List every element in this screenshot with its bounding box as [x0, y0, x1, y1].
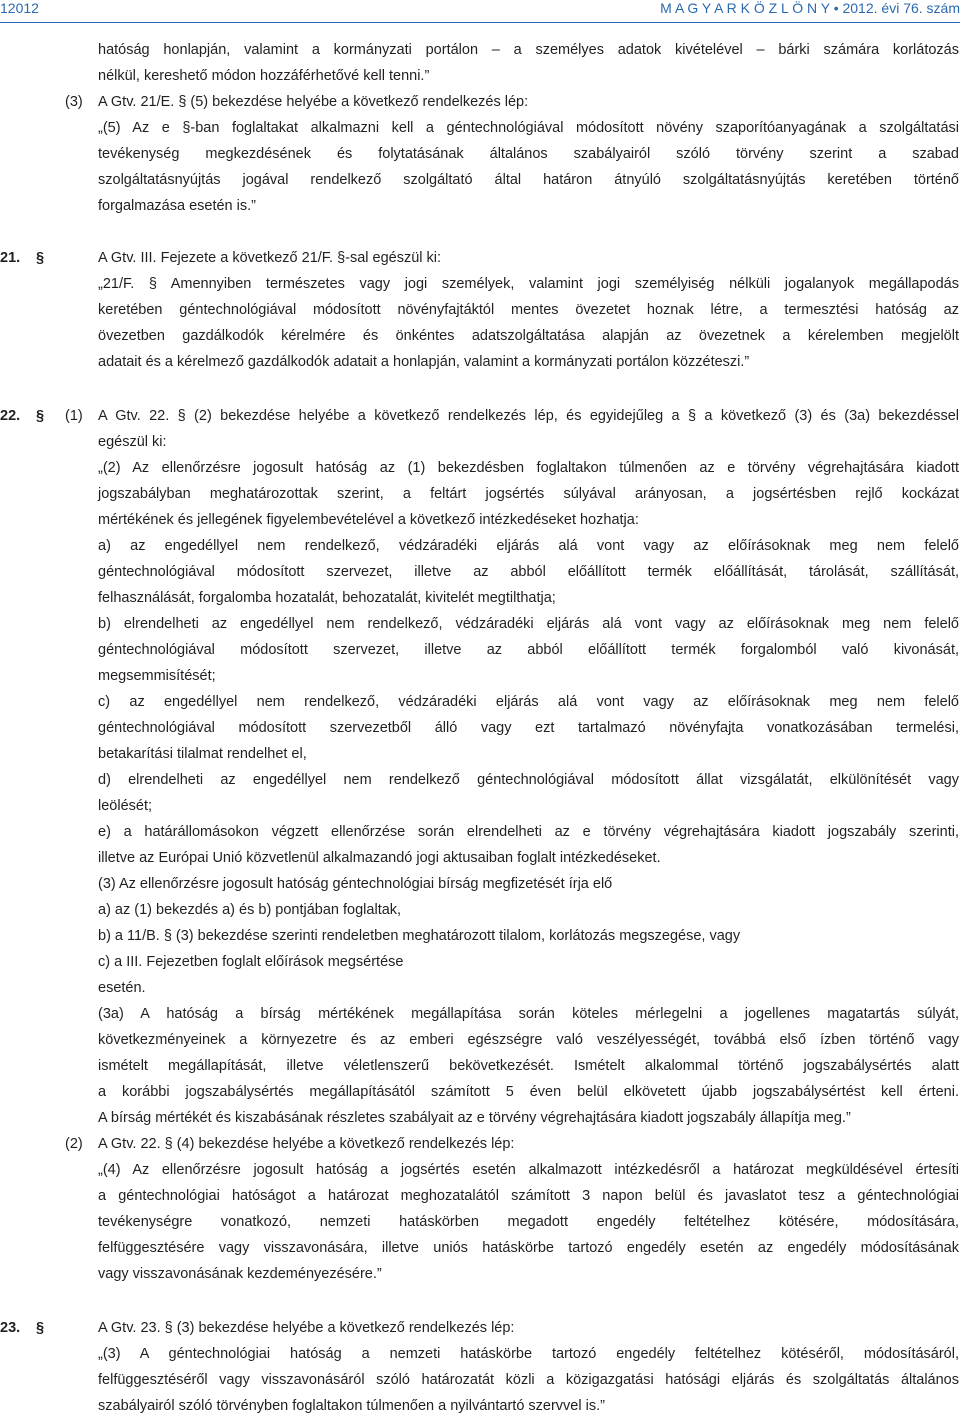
section-number: 22. [0, 408, 21, 424]
text-line: keretében géntechnológiával módosított növényfajtáktól mentes övezetet hoznak létre, a termesztési hatóság az [98, 302, 959, 318]
text-line: a géntechnológiai hatóságot a határozat meghozatalától számított 3 napon belül és javaslatot tesz a géntechnológiai [98, 1188, 959, 1204]
text-line: egészül ki: [98, 434, 167, 450]
text-line: vagy visszavonásának kezdeményezésére.” [98, 1266, 382, 1282]
text-line: „(2) Az ellenőrzésre jogosult hatóság az (1) bekezdésben foglaltakon túlmenően az e törvény végrehajtására kiadott [98, 460, 959, 476]
section-sign: § [36, 1320, 45, 1336]
text-line: b) elrendelheti az engedéllyel nem rendelkező, védzáradéki eljárás alá vont vagy az előírásoknak meg nem felelő [98, 616, 959, 632]
text-line: A Gtv. 22. § (2) bekezdése helyébe a következő rendelkezés lép, és egyidejűleg a § a következő (3) és (3a) bekezdéssel [98, 408, 959, 424]
text-line: tevékenység megkezdésének és folytatásának általános szabályairól szóló törvény szerint a szabad [98, 146, 959, 162]
text-line: mértékének és jellegének figyelembevételével a következő intézkedéseket hozhatja: [98, 512, 639, 528]
text-line: e) a határállomásokon végzett ellenőrzése során elrendelheti az e törvény végrehajtására kiadott jogszabály szerinti, [98, 824, 959, 840]
text-line: b) a 11/B. § (3) bekezdése szerinti rendeletben meghatározott tilalom, korlátozás megszegése, vagy [98, 928, 741, 944]
text-line: a) az (1) bekezdés a) és b) pontjában foglaltak, [98, 902, 402, 918]
text-line: a korábbi jogszabálysértés megállapításától számított 5 éven belül elkövetett újabb jogszabálysértést kell érteni. [98, 1084, 959, 1100]
text-line: géntechnológiával módosított szervezet, illetve az abból előállított termék forgalomból való kivonását, [98, 642, 959, 658]
text-line: esetén. [98, 980, 146, 996]
text-line: d) elrendelheti az engedéllyel nem rendelkező géntechnológiával módosított állat vizsgálatát, elkülönítését vagy [98, 772, 959, 788]
text-line: hatóság honlapján, valamint a kormányzati portálon – a személyes adatok kivételével – bárki számára korlátozás [98, 42, 959, 58]
text-line: betakarítási tilalmat rendelhet el, [98, 746, 307, 762]
text-line: nélkül, kereshető módon hozzáférhetővé kell tenni.” [98, 68, 430, 84]
text-line: megsemmisítését; [98, 668, 216, 684]
text-line: c) az engedéllyel nem rendelkező, védzáradéki eljárás alá vont vagy az előírásoknak meg nem felelő [98, 694, 959, 710]
text-line: felhasználását, forgalomba hozatalát, behozatalát, kivitelét megtilthatja; [98, 590, 556, 606]
text-line: (3) Az ellenőrzésre jogosult hatóság géntechnológiai bírság megfizetését írja elő [98, 876, 613, 892]
text-line: „21/F. § Amennyiben természetes vagy jogi személyek, valamint jogi személyiség nélküli jogalanyok megállapodás [98, 276, 959, 292]
text-line: A Gtv. 21/E. § (5) bekezdése helyébe a következő rendelkezés lép: [98, 94, 529, 110]
text-line: forgalmazása esetén is.” [98, 198, 256, 214]
text-line: illetve az Európai Unió közvetlenül alkalmazandó jogi aktusaiban foglalt intézkedéseket. [98, 850, 661, 866]
publication-title: M A G Y A R K Ö Z L Ö N Y • 2012. évi 76. szám [660, 0, 960, 16]
text-line: övezetben gazdálkodók kérelmére és önkéntes adatszolgáltatása alapján az övezetnek a kérelemben megjelölt [98, 328, 959, 344]
text-line: tevékenységre vonatkozó, nemzeti hatáskörben megadott engedély feltételhez kötésére, módosítására, [98, 1214, 959, 1230]
text-line: c) a III. Fejezetben foglalt előírások megsértése [98, 954, 404, 970]
text-line: felfüggesztéséről vagy visszavonásáról szóló határozatát közli a közigazgatási hatósági eljárás és szolgáltatás általános [98, 1372, 959, 1388]
text-line: ismételt megállapítását, illetve véletlenszerű bekövetkezését. Ismételt alkalommal történő jogszabálysértés alatt [98, 1058, 959, 1074]
text-line: adatait és a kérelmező gazdálkodók adatait a honlapján, valamint a kormányzati portálon közzéteszi.” [98, 354, 750, 370]
text-line: „(4) Az ellenőrzésre jogosult hatóság a jogsértés esetén alkalmazott intézkedésről a határozat megküldésével értesíti [98, 1162, 959, 1178]
subsection-label: (1) [65, 408, 83, 424]
text-line: A Gtv. III. Fejezete a következő 21/F. §-sal egészül ki: [98, 250, 442, 266]
section-number: 21. [0, 250, 21, 266]
section-sign: § [36, 408, 45, 424]
text-line: „(5) Az e §-ban foglaltakat alkalmazni kell a géntechnológiával módosított növény szaporítóanyagának a szolgáltatási [98, 120, 959, 136]
header-rule [0, 22, 960, 23]
page-header [0, 0, 960, 20]
subsection-label: (2) [65, 1136, 83, 1152]
text-line: szolgáltatásnyújtás jogával rendelkező szolgáltató által határon átnyúló szolgáltatásnyújtás keretében történő [98, 172, 959, 188]
text-line: felfüggesztésére vagy visszavonására, illetve uniós hatáskörbe tartozó engedély esetén az engedély módosításának [98, 1240, 959, 1256]
section-number: 23. [0, 1320, 21, 1336]
text-line: leölését; [98, 798, 153, 814]
text-line: „(3) A géntechnológiai hatóság a nemzeti hatáskörbe tartozó engedély feltételhez kötéséről, módosításáról, [98, 1346, 959, 1362]
text-line: szabályairól szóló törvényben foglaltakon túlmenően a nyilvántartó szervvel is.” [98, 1398, 605, 1414]
text-line: következményeinek a környezetre és az emberi egészségre való veszélyességét, továbbá első ízben történő vagy [98, 1032, 959, 1048]
text-line: jogszabályban meghatározottak szerint, a feltárt jogsértés súlyával arányosan, a jogsértésben rejlő kockázat [98, 486, 959, 502]
page-number: 12012 [0, 0, 39, 16]
text-line: A Gtv. 22. § (4) bekezdése helyébe a következő rendelkezés lép: [98, 1136, 515, 1152]
text-line: a) az engedéllyel nem rendelkező, védzáradéki eljárás alá vont vagy az előírásoknak meg nem felelő [98, 538, 959, 554]
subsection-label: (3) [65, 94, 83, 110]
text-line: A bírság mértékét és kiszabásának részletes szabályait az e törvény végrehajtására kiadott jogszabály állapítja meg.” [98, 1110, 851, 1126]
section-sign: § [36, 250, 45, 266]
text-line: (3a) A hatóság a bírság mértékének megállapítása során köteles mérlegelni a jogellenes magatartás súlyát, [98, 1006, 959, 1022]
text-line: géntechnológiával módosított szervezetből álló vagy ezt tartalmazó növényfajta vonatkozásában termelési, [98, 720, 959, 736]
text-line: géntechnológiával módosított szervezet, illetve az abból előállított termék előállítását, tárolását, szállítását, [98, 564, 959, 580]
text-line: A Gtv. 23. § (3) bekezdése helyébe a következő rendelkezés lép: [98, 1320, 515, 1336]
